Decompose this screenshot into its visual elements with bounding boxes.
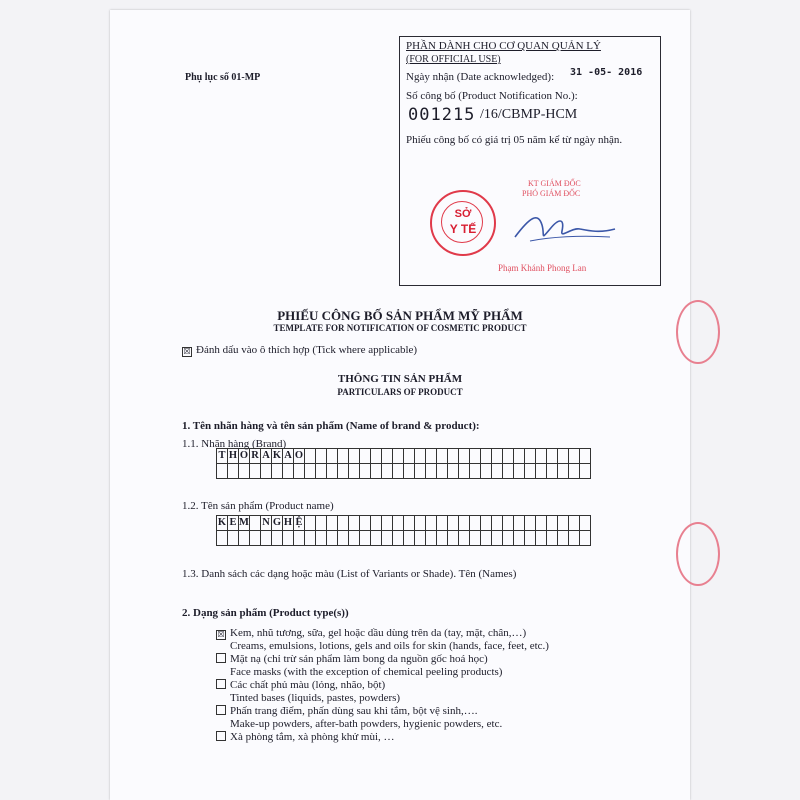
product-letter-cell xyxy=(415,516,426,531)
product-type-label-en: Creams, emulsions, lotions, gels and oils for skin (hands, face, feet, etc.) xyxy=(230,640,549,652)
product-letter-cell xyxy=(404,516,415,531)
brand-letter-cell xyxy=(338,464,349,479)
brand-letter-cell xyxy=(481,464,492,479)
product-letter-cell xyxy=(470,531,481,546)
product-letter-cell xyxy=(393,531,404,546)
product-letter-cell xyxy=(371,531,382,546)
brand-letter-cell xyxy=(228,464,239,479)
brand-letter-cell xyxy=(481,449,492,464)
product-type-item xyxy=(216,705,549,718)
official-box-subtitle: (FOR OFFICIAL USE) xyxy=(406,54,501,65)
brand-letter-cell xyxy=(404,449,415,464)
brand-letter-cell: K xyxy=(272,449,283,464)
product-letter-cell xyxy=(547,516,558,531)
product-letter-cell xyxy=(536,516,547,531)
brand-letter-cell xyxy=(426,449,437,464)
product-letter-cell xyxy=(239,531,250,546)
notification-number-label: Số công bố (Product Notification No.): xyxy=(406,90,578,102)
product-letter-cell: K xyxy=(217,516,228,531)
brand-letter-cell xyxy=(503,464,514,479)
product-letter-cell xyxy=(316,516,327,531)
seal-text-2: Y TẾ xyxy=(449,222,477,236)
product-letter-cell xyxy=(261,531,272,546)
product-letter-cell xyxy=(294,531,305,546)
brand-letter-cell xyxy=(294,464,305,479)
brand-letter-cell: H xyxy=(228,449,239,464)
product-letter-cell xyxy=(415,531,426,546)
brand-letter-cell xyxy=(382,464,393,479)
brand-letter-cell xyxy=(514,449,525,464)
product-letter-cell xyxy=(360,531,371,546)
brand-label: 1.1. Nhãn hàng (Brand) xyxy=(182,438,287,450)
variants-label: 1.3. Danh sách các dạng hoặc màu (List of Variants or Shade). Tên (Names) xyxy=(182,568,517,580)
brand-letter-cell xyxy=(316,464,327,479)
brand-letter-cell xyxy=(349,464,360,479)
product-letter-cell xyxy=(492,531,503,546)
product-letter-cell xyxy=(503,516,514,531)
product-type-item xyxy=(216,679,549,692)
signer-title-2: PHÓ GIÁM ĐỐC xyxy=(522,189,581,198)
brand-letter-cell xyxy=(569,464,580,479)
product-letter-cell xyxy=(382,531,393,546)
product-letter-cell xyxy=(305,516,316,531)
product-type-checkbox[interactable]: ☒ xyxy=(217,630,225,639)
product-type-label-en: Tinted bases (liquids, pastes, powders) xyxy=(230,692,401,704)
product-type-checkbox[interactable] xyxy=(216,705,226,715)
product-letter-cell: G xyxy=(272,516,283,531)
brand-letter-cell xyxy=(448,464,459,479)
brand-letter-cell xyxy=(558,464,569,479)
brand-letter-cell xyxy=(393,464,404,479)
product-letter-cell xyxy=(228,531,239,546)
brand-letter-cell xyxy=(316,449,327,464)
product-letter-cell xyxy=(327,516,338,531)
brand-letter-cell xyxy=(272,464,283,479)
brand-letter-cell xyxy=(327,464,338,479)
product-letter-cell xyxy=(437,531,448,546)
document-page xyxy=(110,10,690,800)
product-letter-cell xyxy=(514,516,525,531)
product-letter-cell xyxy=(316,531,327,546)
brand-letter-cell xyxy=(426,464,437,479)
edge-stamp-fragment xyxy=(676,522,720,586)
official-seal xyxy=(430,190,496,256)
brand-letter-cell xyxy=(492,464,503,479)
product-letter-cell xyxy=(283,531,294,546)
brand-letter-cell xyxy=(415,464,426,479)
brand-letter-cell xyxy=(382,449,393,464)
product-letter-cell: N xyxy=(261,516,272,531)
brand-letter-cell xyxy=(514,464,525,479)
product-letter-cell xyxy=(371,516,382,531)
brand-letter-cell xyxy=(305,464,316,479)
official-use-box xyxy=(399,36,661,286)
brand-letter-cell xyxy=(327,449,338,464)
product-letter-cell xyxy=(580,531,591,546)
product-letter-cell: Ệ xyxy=(294,516,305,531)
product-letter-cell xyxy=(459,516,470,531)
product-letter-cell xyxy=(426,516,437,531)
product-letter-cell xyxy=(250,516,261,531)
date-acknowledged-value: 31 -05- 2016 xyxy=(570,67,643,78)
brand-letter-cell xyxy=(525,449,536,464)
brand-letter-cell: O xyxy=(294,449,305,464)
product-letter-cell xyxy=(503,531,514,546)
brand-letter-cell xyxy=(536,464,547,479)
product-letter-cell xyxy=(580,516,591,531)
date-acknowledged-label: Ngày nhận (Date acknowledged): xyxy=(406,71,555,83)
product-letter-cell xyxy=(525,531,536,546)
brand-letter-cell xyxy=(437,464,448,479)
brand-letter-cell: T xyxy=(217,449,228,464)
brand-letter-cell xyxy=(470,449,481,464)
signer-title-1: KT GIÁM ĐỐC xyxy=(528,179,581,188)
section1-heading: 1. Tên nhãn hàng và tên sản phẩm (Name of brand & product): xyxy=(182,420,480,432)
brand-letter-cell xyxy=(470,464,481,479)
section2-heading: 2. Dạng sản phẩm (Product type(s)) xyxy=(182,607,349,619)
product-letter-cell xyxy=(404,531,415,546)
brand-letter-cell xyxy=(580,449,591,464)
notification-number-suffix: /16/CBMP-HCM xyxy=(480,107,578,122)
product-letter-cell xyxy=(272,531,283,546)
brand-letter-cell: O xyxy=(239,449,250,464)
product-letter-cell xyxy=(437,516,448,531)
brand-letter-cell xyxy=(393,449,404,464)
brand-letter-cell xyxy=(371,464,382,479)
section-title-en: PARTICULARS OF PRODUCT xyxy=(337,387,463,397)
brand-letter-cell xyxy=(459,449,470,464)
product-type-label-en: Make-up powders, after-bath powders, hygienic powders, etc. xyxy=(230,718,503,730)
product-letter-cell xyxy=(448,531,459,546)
product-type-item xyxy=(216,731,549,744)
brand-letter-cell xyxy=(547,449,558,464)
product-letter-cell: M xyxy=(239,516,250,531)
brand-letter-cell xyxy=(437,449,448,464)
brand-letter-cell xyxy=(338,449,349,464)
brand-letter-cell xyxy=(360,449,371,464)
product-letter-cell xyxy=(470,516,481,531)
form-title: PHIẾU CÔNG BỐ SẢN PHẨM MỸ PHẨM xyxy=(277,308,523,323)
notification-number-value: 001215 xyxy=(408,105,476,125)
brand-letter-grid xyxy=(216,448,591,479)
brand-letter-cell xyxy=(492,449,503,464)
brand-letter-cell xyxy=(217,464,228,479)
brand-letter-cell xyxy=(503,449,514,464)
product-letter-cell xyxy=(426,531,437,546)
product-letter-cell xyxy=(327,531,338,546)
brand-letter-cell xyxy=(404,464,415,479)
product-type-label-en: Face masks (with the exception of chemical peeling products) xyxy=(230,666,503,678)
brand-letter-cell: R xyxy=(250,449,261,464)
product-letter-cell xyxy=(547,531,558,546)
brand-letter-cell xyxy=(569,449,580,464)
validity-note: Phiếu công bố có giá trị 05 năm kể từ ngày nhận. xyxy=(406,134,623,146)
product-letter-cell xyxy=(217,531,228,546)
brand-letter-cell: A xyxy=(261,449,272,464)
brand-letter-cell xyxy=(558,449,569,464)
product-letter-cell xyxy=(338,531,349,546)
official-box-title: PHẦN DÀNH CHO CƠ QUAN QUẢN LÝ xyxy=(406,40,601,52)
brand-letter-cell xyxy=(283,464,294,479)
section-title: THÔNG TIN SẢN PHẨM xyxy=(337,373,463,385)
signer-name: Phạm Khánh Phong Lan xyxy=(498,263,587,273)
brand-letter-cell xyxy=(261,464,272,479)
product-letter-cell xyxy=(525,516,536,531)
product-letter-cell xyxy=(569,531,580,546)
product-type-label-vi: Phấn trang điểm, phấn dùng sau khi tắm, bột vệ sinh,…. xyxy=(230,705,478,717)
brand-letter-cell xyxy=(360,464,371,479)
brand-letter-cell xyxy=(239,464,250,479)
product-letter-cell xyxy=(536,531,547,546)
product-type-item xyxy=(216,653,549,666)
product-letter-cell xyxy=(569,516,580,531)
product-letter-cell xyxy=(349,516,360,531)
product-letter-cell xyxy=(338,516,349,531)
brand-letter-cell: A xyxy=(283,449,294,464)
product-letter-cell xyxy=(558,531,569,546)
product-type-label-vi: Xà phòng tắm, xà phòng khử mùi, … xyxy=(230,731,395,743)
product-letter-grid xyxy=(216,515,591,546)
product-letter-cell xyxy=(558,516,569,531)
product-letter-cell xyxy=(382,516,393,531)
product-letter-cell xyxy=(448,516,459,531)
product-type-label-vi: Các chất phủ màu (lỏng, nhão, bột) xyxy=(230,679,386,691)
product-letter-cell xyxy=(360,516,371,531)
product-name-label: 1.2. Tên sản phẩm (Product name) xyxy=(182,500,334,512)
product-letter-cell xyxy=(514,531,525,546)
form-title-en: TEMPLATE FOR NOTIFICATION OF COSMETIC PRODUCT xyxy=(273,323,527,333)
product-type-item xyxy=(216,627,549,640)
product-type-checkbox[interactable] xyxy=(216,679,226,689)
brand-letter-cell xyxy=(525,464,536,479)
brand-letter-cell xyxy=(448,449,459,464)
brand-letter-cell xyxy=(371,449,382,464)
product-letter-cell xyxy=(250,531,261,546)
tick-note: ☒ Đánh dấu vào ô thích hợp (Tick where applicable) xyxy=(183,344,418,356)
product-letter-cell xyxy=(459,531,470,546)
brand-letter-cell xyxy=(580,464,591,479)
brand-letter-cell xyxy=(305,449,316,464)
product-letter-cell xyxy=(492,516,503,531)
product-type-checkbox[interactable] xyxy=(216,731,226,741)
product-type-label-vi: Mặt nạ (chỉ trừ sản phẩm làm bong da nguồn gốc hoá học) xyxy=(230,653,488,665)
product-letter-cell xyxy=(393,516,404,531)
product-type-checkbox[interactable] xyxy=(216,653,226,663)
signature xyxy=(510,207,620,247)
product-letter-cell xyxy=(481,516,492,531)
product-letter-cell xyxy=(305,531,316,546)
brand-letter-cell xyxy=(459,464,470,479)
brand-letter-cell xyxy=(250,464,261,479)
product-letter-cell xyxy=(481,531,492,546)
product-type-list xyxy=(216,627,549,744)
brand-letter-cell xyxy=(536,449,547,464)
product-type-label-vi: Kem, nhũ tương, sữa, gel hoặc dầu dùng trên da (tay, mặt, chân,…) xyxy=(230,627,527,639)
brand-letter-cell xyxy=(349,449,360,464)
product-letter-cell: E xyxy=(228,516,239,531)
product-letter-cell: H xyxy=(283,516,294,531)
product-letter-cell xyxy=(349,531,360,546)
seal-text-1: SỞ xyxy=(454,208,472,220)
annex-label: Phụ lục số 01-MP xyxy=(185,72,261,83)
brand-letter-cell xyxy=(415,449,426,464)
brand-letter-cell xyxy=(547,464,558,479)
